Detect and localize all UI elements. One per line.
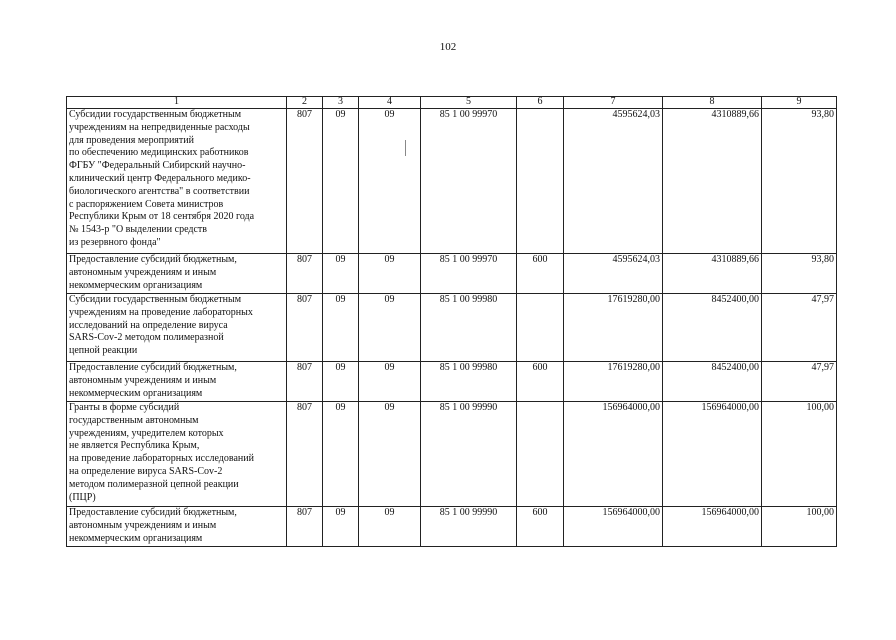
row-expense-type bbox=[517, 294, 564, 362]
row-amount-executed: 156964000,00 bbox=[663, 402, 762, 507]
table-row bbox=[67, 362, 837, 402]
row-section-code: 09 bbox=[323, 402, 359, 507]
row-amount-plan: 156964000,00 bbox=[564, 507, 663, 547]
row-description: Предоставление субсидий бюджетным, автономным учреждениям и иным некоммерческим организациям bbox=[67, 254, 287, 294]
row-subsection-code: 09 bbox=[359, 254, 421, 294]
header-col-1: 1 bbox=[67, 97, 287, 109]
header-col-6: 6 bbox=[517, 97, 564, 109]
header-col-8: 8 bbox=[663, 97, 762, 109]
row-amount-executed: 8452400,00 bbox=[663, 294, 762, 362]
row-section-code: 09 bbox=[323, 254, 359, 294]
table-row bbox=[67, 294, 837, 362]
row-description: Гранты в форме субсидий государственным автономным учреждениям, учредителем которых не является Республика Крым, на проведение лабораторных исследований на определение вируса SARS-Cov-2 методом полимеразной цепной реакции (ПЦР) bbox=[67, 402, 287, 507]
header-col-9: 9 bbox=[762, 97, 837, 109]
table-row bbox=[67, 254, 837, 294]
row-percent: 47,97 bbox=[762, 362, 837, 402]
table-row bbox=[67, 109, 837, 254]
row-expense-type: 600 bbox=[517, 362, 564, 402]
header-col-3: 3 bbox=[323, 97, 359, 109]
row-amount-plan: 17619280,00 bbox=[564, 362, 663, 402]
row-percent: 93,80 bbox=[762, 109, 837, 254]
row-section-code: 09 bbox=[323, 507, 359, 547]
row-amount-plan: 4595624,03 bbox=[564, 109, 663, 254]
row-target-code: 85 1 00 99980 bbox=[421, 362, 517, 402]
row-target-code: 85 1 00 99980 bbox=[421, 294, 517, 362]
table-row bbox=[67, 507, 837, 547]
row-subsection-code: 09 bbox=[359, 507, 421, 547]
row-amount-plan: 156964000,00 bbox=[564, 402, 663, 507]
budget-table bbox=[66, 96, 837, 547]
row-ministry-code: 807 bbox=[287, 402, 323, 507]
row-expense-type bbox=[517, 109, 564, 254]
row-percent: 100,00 bbox=[762, 402, 837, 507]
row-expense-type: 600 bbox=[517, 254, 564, 294]
table-row bbox=[67, 402, 837, 507]
row-ministry-code: 807 bbox=[287, 507, 323, 547]
row-amount-executed: 8452400,00 bbox=[663, 362, 762, 402]
row-percent: 100,00 bbox=[762, 507, 837, 547]
row-amount-plan: 17619280,00 bbox=[564, 294, 663, 362]
row-target-code: 85 1 00 99990 bbox=[421, 402, 517, 507]
page-number: 102 bbox=[439, 41, 457, 53]
scan-artifact-mark bbox=[405, 140, 406, 156]
row-target-code: 85 1 00 99970 bbox=[421, 109, 517, 254]
row-ministry-code: 807 bbox=[287, 254, 323, 294]
row-section-code: 09 bbox=[323, 109, 359, 254]
row-ministry-code: 807 bbox=[287, 294, 323, 362]
row-amount-executed: 4310889,66 bbox=[663, 109, 762, 254]
row-subsection-code: 09 bbox=[359, 362, 421, 402]
header-col-5: 5 bbox=[421, 97, 517, 109]
row-subsection-code: 09 bbox=[359, 402, 421, 507]
row-subsection-code: 09 bbox=[359, 109, 421, 254]
row-expense-type: 600 bbox=[517, 507, 564, 547]
row-percent: 93,80 bbox=[762, 254, 837, 294]
row-section-code: 09 bbox=[323, 294, 359, 362]
header-col-7: 7 bbox=[564, 97, 663, 109]
row-subsection-code: 09 bbox=[359, 294, 421, 362]
row-amount-executed: 156964000,00 bbox=[663, 507, 762, 547]
row-percent: 47,97 bbox=[762, 294, 837, 362]
row-description: Предоставление субсидий бюджетным, автономным учреждениям и иным некоммерческим организациям bbox=[67, 362, 287, 402]
row-amount-executed: 4310889,66 bbox=[663, 254, 762, 294]
table-header-row bbox=[67, 97, 837, 109]
row-target-code: 85 1 00 99970 bbox=[421, 254, 517, 294]
row-description: Субсидии государственным бюджетным учреждениям на непредвиденные расходы для проведения мероприятий по обеспечению медицинских работников ФГБУ "Федеральный Сибирский научно- клинический центр Федерального медико- биологического агентства" в соответствии с распоряжением Совета министров Республики Крым от 18 сентября 2020 года № 1543-р "О выделении средств из резервного фонда" bbox=[67, 109, 287, 254]
row-description: Предоставление субсидий бюджетным, автономным учреждениям и иным некоммерческим организациям bbox=[67, 507, 287, 547]
row-section-code: 09 bbox=[323, 362, 359, 402]
row-target-code: 85 1 00 99990 bbox=[421, 507, 517, 547]
row-ministry-code: 807 bbox=[287, 109, 323, 254]
header-col-2: 2 bbox=[287, 97, 323, 109]
row-expense-type bbox=[517, 402, 564, 507]
row-description: Субсидии государственным бюджетным учреждениям на проведение лабораторных исследований на определение вируса SARS-Cov-2 методом полимеразной цепной реакции bbox=[67, 294, 287, 362]
header-col-4: 4 bbox=[359, 97, 421, 109]
row-ministry-code: 807 bbox=[287, 362, 323, 402]
row-amount-plan: 4595624,03 bbox=[564, 254, 663, 294]
